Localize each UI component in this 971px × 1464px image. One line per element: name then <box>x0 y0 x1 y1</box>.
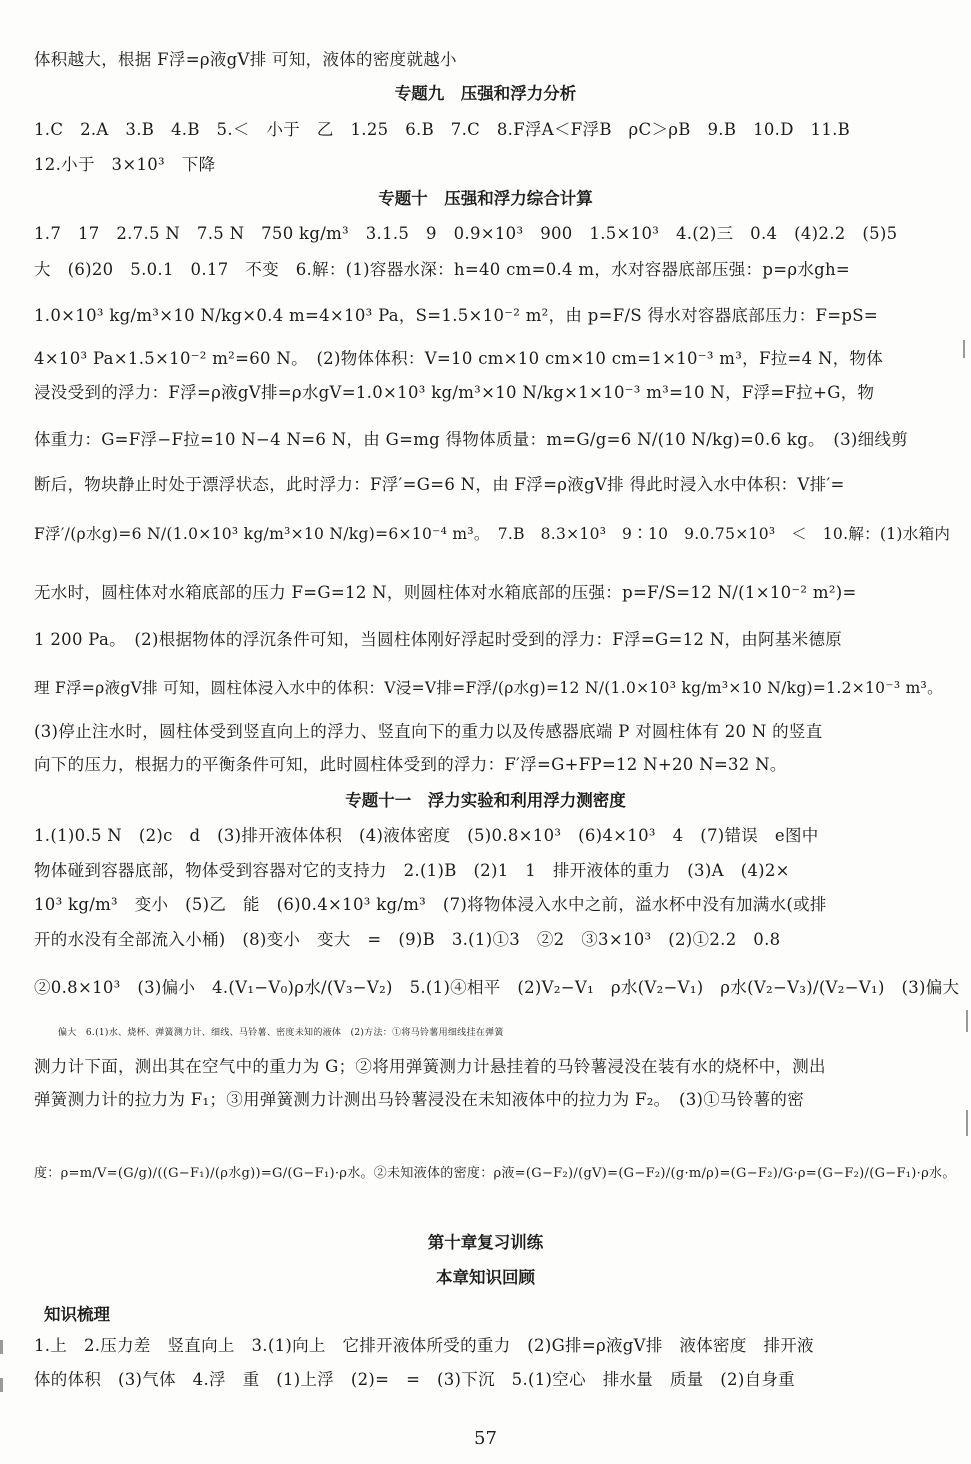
text-line: 1 200 Pa。 (2)根据物体的浮沉条件可知，当圆柱体刚好浮起时受到的浮力：F浮=G=12 N，由阿基米德原 <box>34 630 843 649</box>
chapter-heading: 第十章复习训练 <box>427 1233 544 1252</box>
text-line: 开的水没有全部流入小桶) (8)变小 变大 = (9)B 3.(1)①3 ②2 ③3×10³ (2)①2.2 0.8 <box>34 930 781 949</box>
section-heading-9: 专题九 压强和浮力分析 <box>394 84 577 103</box>
text-line: 浸没受到的浮力：F浮=ρ液gV排=ρ水gV=1.0×10³ kg/m³×10 N/kg×1×10⁻³ m³=10 N，F浮=F拉+G，物 <box>34 383 875 402</box>
text-line: 弹簧测力计的拉力为 F₁；③用弹簧测力计测出马铃薯浸没在未知液体中的拉力为 F₂。 (3)①马铃薯的密 <box>34 1090 805 1109</box>
text-line: 理 F浮=ρ液gV排 可知，圆柱体浸入水中的体积：V浸=V排=F浮/(ρ水g)=12 N/(1.0×10³ kg/m³×10 N/kg)=1.2×10⁻³ m³。 <box>34 679 943 697</box>
subheading-knowledge: 知识梳理 <box>44 1305 110 1324</box>
page-edge-mark <box>963 340 965 358</box>
text-line: 物体碰到容器底部，物体受到容器对它的支持力 2.(1)B (2)1 1 排开液体的重力 (3)A (4)2× <box>34 861 790 880</box>
text-line: 体重力：G=F浮−F拉=10 N−4 N=6 N，由 G=mg 得物体质量：m=G/g=6 N/(10 N/kg)=0.6 kg。 (3)细线剪 <box>34 430 909 449</box>
text-line: 1.(1)0.5 N (2)c d (3)排开液体体积 (4)液体密度 (5)0.8×10³ (6)4×10³ 4 (7)错误 e图中 <box>34 826 819 845</box>
text-line: 无水时，圆柱体对水箱底部的压力 F=G=12 N，则圆柱体对水箱底部的压强：p=F/S=12 N/(1×10⁻² m²)= <box>34 583 857 602</box>
text-line: 偏大 6.(1)水、烧杯、弹簧测力计、细线、马铃薯、密度未知的液体 (2)方法：①将马铃薯用细线挂在弹簧 <box>58 1028 504 1038</box>
text-line: 断后，物块静止时处于漂浮状态，此时浮力：F浮′=G=6 N，由 F浮=ρ液gV排 得此时浸入水中体积：V排′= <box>34 475 845 494</box>
text-line: 测力计下面，测出其在空气中的重力为 G；②将用弹簧测力计悬挂着的马铃薯浸没在装有水的烧杯中，测出 <box>34 1057 826 1076</box>
page-number: 57 <box>474 1428 497 1449</box>
text-line: F浮′/(ρ水g)=6 N/(1.0×10³ kg/m³×10 N/kg)=6×10⁻⁴ m³。 7.B 8.3×10³ 9∶10 9.0.75×10³ ＜ 10.解：(1)水箱内 <box>34 525 951 543</box>
text-line: ②0.8×10³ (3)偏小 4.(V₁−V₀)ρ水/(V₃−V₂) 5.(1)④相平 (2)V₂−V₁ ρ水(V₂−V₁) ρ水(V₂−V₃)/(V₂−V₁) (3)偏大 <box>34 978 960 997</box>
page-edge-mark <box>966 1110 968 1136</box>
text-line: 大 (6)20 5.0.1 0.17 不变 6.解：(1)容器水深：h=40 cm=0.4 m，水对容器底部压强：p=ρ水gh= <box>34 260 851 279</box>
text-line: 度：ρ=m/V=(G/g)/((G−F₁)/(ρ水g))=G/(G−F₁)·ρ水。②未知液体的密度：ρ液=(G−F₂)/(gV)=(G−F₂)/(g·m/ρ)=(G−F₂)/G·ρ=(G−F₂)/(G−F₁)·ρ水。 <box>34 1166 956 1181</box>
text-line: 1.C 2.A 3.B 4.B 5.＜ 小于 乙 1.25 6.B 7.C 8.F浮A＜F浮B ρC＞ρB 9.B 10.D 11.B <box>34 120 851 139</box>
text-line: 4×10³ Pa×1.5×10⁻² m²=60 N。 (2)物体体积：V=10 cm×10 cm×10 cm=1×10⁻³ m³，F拉=4 N，物体 <box>34 349 884 368</box>
text-line: 12.小于 3×10³ 下降 <box>34 155 216 174</box>
section-heading-10: 专题十 压强和浮力综合计算 <box>378 189 593 208</box>
text-line: (3)停止注水时，圆柱体受到竖直向上的浮力、竖直向下的重力以及传感器底端 P 对圆柱体有 20 N 的竖直 <box>34 722 823 741</box>
text-line: 体积越大，根据 F浮=ρ液gV排 可知，液体的密度就越小 <box>34 50 457 69</box>
page-edge-mark <box>0 1378 3 1392</box>
section-heading-11: 专题十一 浮力实验和利用浮力测密度 <box>345 791 626 810</box>
text-line: 1.0×10³ kg/m³×10 N/kg×0.4 m=4×10³ Pa，S=1.5×10⁻² m²，由 p=F/S 得水对容器底部压力：F=pS= <box>34 306 878 325</box>
text-line: 1.上 2.压力差 竖直向上 3.(1)向上 它排开液体所受的重力 (2)G排=ρ液gV排 液体密度 排开液 <box>34 1336 814 1355</box>
section-heading-review: 本章知识回顾 <box>436 1268 535 1287</box>
text-line: 10³ kg/m³ 变小 (5)乙 能 (6)0.4×10³ kg/m³ (7)将物体浸入水中之前，溢水杯中没有加满水(或排 <box>34 895 827 914</box>
text-line: 体的体积 (3)气体 4.浮 重 (1)上浮 (2)= = (3)下沉 5.(1)空心 排水量 质量 (2)自身重 <box>34 1370 795 1389</box>
page-edge-mark <box>0 1340 3 1354</box>
text-line: 向下的压力，根据力的平衡条件可知，此时圆柱体受到的浮力：F′浮=G+FP=12 N+20 N=32 N。 <box>34 755 787 774</box>
text-line: 1.7 17 2.7.5 N 7.5 N 750 kg/m³ 3.1.5 9 0.9×10³ 900 1.5×10³ 4.(2)三 0.4 (4)2.2 (5)5 <box>34 224 898 243</box>
